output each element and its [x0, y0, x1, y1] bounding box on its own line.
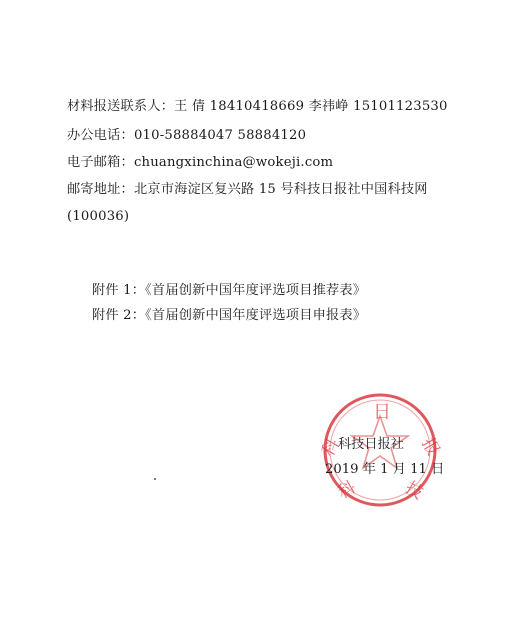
office-phone-value: 010-58884047 58884120 [133, 128, 307, 143]
email-value: chuangxinchina@wokeji.com [133, 155, 334, 170]
email-label: 电子邮箱： [67, 155, 134, 170]
seal-bottom-left-char: 科 [334, 477, 360, 504]
mailing-address-line [67, 182, 428, 198]
materials-contact-label: 材料报送联系人： [67, 99, 175, 114]
signing-organization: 科技日报社 [338, 437, 404, 452]
materials-contact-line [67, 99, 448, 115]
seal-right-char: 报 [417, 434, 444, 460]
signing-date: 2019 年 1 月 11 日 [325, 462, 445, 477]
seal-bottom-right-char: 技 [401, 477, 427, 504]
stray-mark [154, 478, 156, 480]
materials-contact-value: 王 倩 18410418669 李祎峥 15101123530 [174, 99, 448, 114]
postcode: (100036) [67, 209, 130, 224]
email-line [67, 155, 333, 171]
office-phone-label: 办公电话： [67, 128, 134, 143]
seal-top-char: 日 [373, 402, 391, 423]
seal-left-char: 科 [318, 435, 345, 461]
attachment-2: 附件 2：《首届创新中国年度评选项目申报表》 [92, 308, 367, 323]
office-phone-line [67, 128, 306, 144]
mailing-address-value: 北京市海淀区复兴路 15 号科技日报社中国科技网 [133, 182, 428, 197]
attachment-1: 附件 1：《首届创新中国年度评选项目推荐表》 [92, 283, 367, 298]
mailing-address-label: 邮寄地址： [67, 182, 134, 197]
